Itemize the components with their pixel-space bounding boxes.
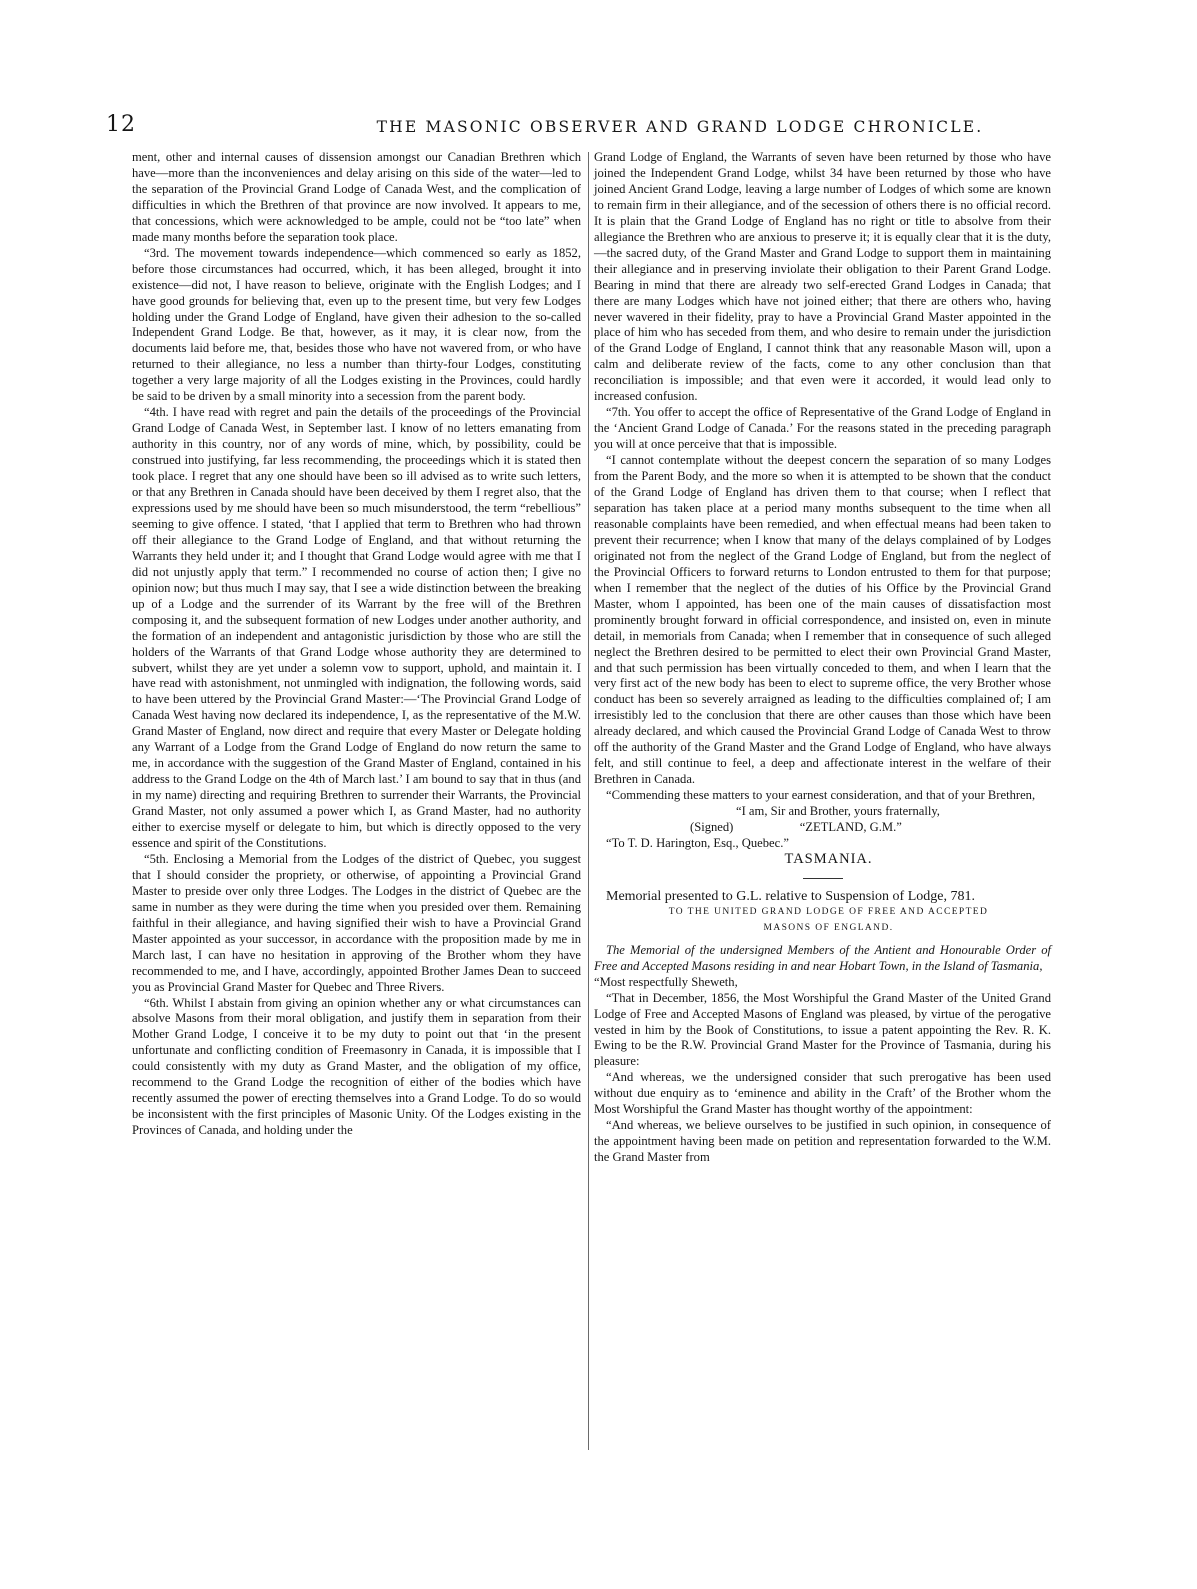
section-title: TASMANIA. — [784, 850, 873, 867]
right-column — [594, 150, 1051, 1166]
left-paragraph: ment, other and internal causes of dissension amongst our Canadian Brethren which have—more than the inconveniences and delay arising on this side of the water—led to the separation of the Provincial Grand Lodge of Canada West, and the complication of difficulties in which the Brethren of that province are now involved. It appears to me, that concessions, which were acknowledged to be ample, could not be “too late” when made many months before the separation took place. — [132, 150, 581, 244]
section-divider — [803, 878, 843, 879]
running-head: THE MASONIC OBSERVER AND GRAND LODGE CHRONICLE. — [376, 118, 984, 136]
signature: “ZETLAND, G.M.” — [799, 820, 902, 835]
address-line: MASONS OF ENGLAND. — [763, 922, 894, 933]
right-paragraph: “I cannot contemplate without the deepest concern the separation of so many Lodges from the Parent Body, and the more so when it is attempted to be shown that the conduct of the Grand Lodge of England has driven them to that course; when I reflect that separation has taken place at a period many months subsequent to the time when all reasonable complaints have been remedied, and when effectual means had been taken to prevent their recurrence; when I know that many of the delays complained of by Lodges originated not from the neglect of the Grand Lodge of England, but from the neglect of the Provincial Officers to forward returns to London entrusted to them for that purpose; when I remember that the neglect of the duties of his Office by the Provincial Grand Master, whom I appointed, has been one of the main causes of dissatisfaction most prominently brought forward in official correspondence, and insisted on, even in minute detail, in memorials from Canada; when I remember that in consequence of such alleged neglect the Brethren desired to be permitted to elect their own Provincial Grand Master, and that such permission has been virtually conceded to them, and when I learn that the very first act of the new body has been to elect to supreme office, the very Brother whose conduct has been so severely arraigned as leading to the difficulties complained of; I am irresistibly led to the conclusion that there are other causes than those which have been already declared, and which caused the Provincial Grand Lodge of Canada West to throw off the authority of the Grand Master and the Grand Lodge of England, who have always felt, and still continue to feel, a deep and affectionate interest in the welfare of their Brethren in Canada. — [594, 453, 1051, 787]
left-paragraph: “6th. Whilst I abstain from giving an opinion whether any or what circumstances can absolve Masons from their moral obligation, and justify them in separation from their Mother Grand Lodge, I conceive it to be my duty to point out that ‘in the present unfortunate and conflicting condition of Freemasonry in Canada, it is impossible that I could consistently with my duty as Grand Master, and the obligation of my office, recommend to the Grand Lodge the recognition of either of the bodies which have recently assumed the power of erecting themselves into a Grand Lodge. To do so would be inconsistent with the first principles of Masonic Unity. Of the Lodges existing in the Provinces of Canada, and holding under the — [132, 995, 581, 1138]
memorial-paragraph: “That in December, 1856, the Most Worshipful the Grand Master of the United Grand Lodge of Free and Accepted Masons of England was pleased, by virtue of the perogative vested in him by the Book of Constitutions, to issue a patent appointing the Rev. R. K. Ewing to be the R.W. Provincial Grand Master for the Province of Tasmania, during his pleasure: — [594, 990, 1051, 1069]
signed-label: (Signed) — [690, 820, 734, 835]
right-paragraph: “Commending these matters to your earnest consideration, and that of your Brethren, — [606, 788, 1036, 803]
left-column — [132, 150, 581, 1139]
right-paragraph: “7th. You offer to accept the office of Representative of the Grand Lodge of England in the ‘Ancient Grand Lodge of Canada.’ For the reasons stated in the preceding paragraph you will at once perceive that that is impossible. — [594, 405, 1051, 452]
column-rule — [588, 152, 589, 1450]
left-paragraph: “3rd. The movement towards independence—which commenced so early as 1852, before those circumstances had occurred, which, it has been alleged, brought it into existence—did not, I have reason to believe, originate with the English Lodges; and I have good grounds for believing that, even up to the present time, but very few Lodges holding under the Grand Lodge of England, have given their adhesion to the so-called Independent Grand Lodge. Be that, however, as it may, it is clear now, from the documents laid before me, that, besides those who have not wavered from, or who have returned to their allegiance, no less a number than thirty-four Lodges, constituting together a very large majority of all the Lodges existing in the Provinces, could hardly be said to be driven by a small minority into a secession from the parent body. — [132, 245, 581, 404]
left-paragraph: “4th. I have read with regret and pain the details of the proceedings of the Provincial Grand Lodge of Canada West, in September last. I know of no letters emanating from authority in this country, nor of any words of mine, which, by possibility, could be construed into justifying, far less recommending, the proceedings which it is stated then took place. I regret that any one should have been so ill advised as to write such letters, or that any Brethren in Canada should have been deceived by them I regret also, that the expressions used by me should have been so much misunderstood, the term “rebellious” seeming to give offence. I stated, ‘that I applied that term to Brethren who had thrown off their allegiance to the Grand Lodge of England, and that without returning the Warrants they held under it; and I thought that Grand Lodge would agree with me that I did not unjustly apply that term.” I recommended no course of action then; I give no opinion now; but thus much I may say, that I see a wide distinction between the breaking up of a Lodge and the surrender of its Warrant by the free will of the Brethren composing it, and the subsequent formation of new Lodges under another authority, and the formation of an independent and antagonistic jurisdiction by those who are still the holders of the Warrants of that Grand Lodge whose authority they are determined to subvert, whilst they are yet under a solemn vow to support, uphold, and maintain it. I have read with astonishment, not unmingled with indignation, the following words, said to have been uttered by the Provincial Grand Master:—‘The Provincial Grand Lodge of Canada West having now declared its independence, I, as the representative of the M.W. Grand Master of England, now direct and require that every Master or Delegate holding any Warrant of a Lodge from the Grand Lodge of England do now return the same to me, in accordance with the suggestion of the Grand Master of England, contained in his address to the Grand Lodge on the 4th of March last.’ I am bound to say that in thus (and in my name) directing and requiring Brethren to surrender their Warrants, the Provincial Grand Master, not only assumed a power which I, as Grand Master, had no authority either to exercise myself or delegate to him, but which is directly opposed to the very essence and spirit of the Constitutions. — [132, 405, 581, 850]
memorial-intro: The Memorial of the undersigned Members of the Antient and Honourable Order of Free and Accepted Masons residing in and near Hobart Town, in the Island of Tasmania, — [594, 942, 1051, 973]
memorial-paragraph: “And whereas, we believe ourselves to be justified in such opinion, in consequence of the appointment having been made on petition and representation forwarded to the W.M. the Grand Master from — [594, 1118, 1051, 1165]
signature-line — [594, 820, 1051, 836]
address-line: TO THE UNITED GRAND LODGE OF FREE AND ACCEPTED — [668, 906, 989, 917]
memorial-heading: Memorial presented to G.L. relative to Suspension of Lodge, 781. — [606, 888, 975, 904]
memorial-paragraph: “And whereas, we the undersigned consider that such prerogative has been used without due enquiry as to ‘eminence and ability in the Craft’ of the Brother whom the Most Worshipful the Grand Master has thought worthy of the appointment: — [594, 1070, 1051, 1117]
left-paragraph: “5th. Enclosing a Memorial from the Lodges of the district of Quebec, you suggest that I should consider the propriety, or otherwise, of appointing a Provincial Grand Master to preside over only three Lodges. The Lodges in the district of Quebec are the same in number as they were during the time when you presided over them. Remaining faithful in their allegiance, and having signified their wish to have a Provincial Grand Master appointed as your successor, in accordance with the proposition made by me in March last, I can have no hesitation in approving of the Brother whom they have recommended to me, and I have, accordingly, appointed Brother James Dean to succeed you as Provincial Grand Master for Quebec and Three Rivers. — [132, 851, 581, 994]
right-paragraph: Grand Lodge of England, the Warrants of seven have been returned by those who have joined the Independent Grand Lodge, whilst 34 have been returned by those who have joined Ancient Grand Lodge, leaving a large number of Lodges of which some are known to remain firm in their allegiance, and of the secession of others there is no official record. It is plain that the Grand Lodge of England has no right or title to absolve from their allegiance the Brethren who are anxious to preserve it; it is equally clear that it is the duty,—the sacred duty, of the Grand Master and Grand Lodge to support them in maintaining their allegiance and in preserving inviolate their obligation to their Parent Grand Lodge. Bearing in mind that there are already two self-erected Grand Lodges in Canada; that there are many Lodges which have not joined either; that there are others who, having never wavered in their fidelity, pray to have a Provincial Grand Master appointed in the place of him who has seceded from them, and who desire to remain under the jurisdiction of the Grand Lodge of England, I cannot think that any reasonable Mason will, upon a calm and deliberate review of the facts, come to any other conclusion than that reconciliation is impossible; and that even were it accorded, it would lead only to increased confusion. — [594, 150, 1051, 404]
closing-line: “I am, Sir and Brother, yours fraternally, — [736, 804, 940, 819]
addressee-line: “To T. D. Harington, Esq., Quebec.” — [606, 835, 789, 850]
salutation: “Most respectfully Sheweth, — [594, 974, 738, 989]
page-number: 12 — [106, 112, 136, 137]
